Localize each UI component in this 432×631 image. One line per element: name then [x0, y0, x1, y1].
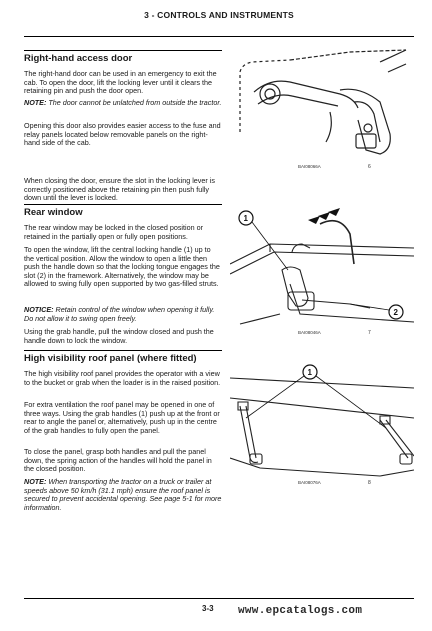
paragraph: Using the grab handle, pull the window closed and push the handle down to lock the window.: [24, 327, 214, 345]
note-label: NOTE:: [24, 477, 47, 486]
notice-label: NOTICE:: [24, 305, 54, 314]
section-rule: [24, 50, 222, 51]
rear-window-illustration: [230, 204, 414, 338]
watermark: www.epcatalogs.com: [238, 605, 363, 617]
notice-text: Retain control of the window when opening it fully. Do not allow it to swing open freely.: [24, 305, 215, 323]
callout-2-label: 2: [393, 308, 398, 317]
figure-number: 7: [368, 330, 371, 336]
figure-code: BAI08066A: [298, 164, 321, 169]
section-heading-door: Right-hand access door: [24, 53, 133, 64]
section-rule: [24, 350, 222, 351]
paragraph: To open the window, lift the central locking handle (1) up to the vertical position. Allow the window to open a little then push the handle down so that the locking tongue engages the slot (2) in the framework. Alternatively, the window may be allowed to swing fully open supported by two gas-filled struts.: [24, 245, 220, 289]
figure-code: BAI08046A: [298, 330, 321, 335]
figure-number: 8: [368, 480, 371, 486]
callout-1-label: 1: [243, 214, 248, 223]
callout-1-label: 1: [307, 368, 312, 377]
note-paragraph: [24, 99, 222, 108]
section-heading-rear-window: Rear window: [24, 207, 83, 218]
note-paragraph: [24, 478, 222, 512]
note-label: NOTE:: [24, 98, 47, 107]
figure-door-lever: [230, 42, 414, 172]
footer-rule: [24, 598, 414, 599]
figure-roof-panel: [230, 358, 414, 488]
header-rule: [24, 36, 414, 37]
paragraph: For extra ventilation the roof panel may be opened in one of three ways. Using the grab handles (1) push up at the front or rear to angle the panel or, alternatively, push up in the centre of the grab handles to fully open the panel.: [24, 400, 220, 435]
figure-code: BAI08076A: [298, 480, 321, 485]
paragraph: The high visibility roof panel provides the operator with a view to the bucket or grab when the loader is in the raised position.: [24, 369, 221, 387]
section-heading-roof: High visibility roof panel (where fitted): [24, 353, 197, 364]
door-lever-illustration: [230, 42, 414, 172]
note-text: The door cannot be unlatched from outside the tractor.: [46, 98, 222, 107]
figure-rear-window: [230, 204, 414, 338]
paragraph: To close the panel, grasp both handles and pull the panel down, the spring action of the handles will hold the panel in the closed position.: [24, 447, 212, 474]
figure-number: 6: [368, 164, 371, 170]
section-rule: [24, 204, 222, 205]
running-header: 3 - CONTROLS AND INSTRUMENTS: [144, 10, 294, 20]
paragraph: When closing the door, ensure the slot in the locking lever is correctly positioned above the retaining pin then push fully down until the lever is locked.: [24, 176, 215, 203]
notice-paragraph: [24, 306, 222, 323]
page-number: 3-3: [202, 604, 214, 613]
paragraph: The right-hand door can be used in an emergency to exit the cab. To open the door, lift the locking lever until it clears the retaining pin and push the door open.: [24, 69, 217, 96]
paragraph: The rear window may be locked in the closed position or retained in the partially open or fully open positions.: [24, 223, 203, 241]
roof-panel-illustration: [230, 358, 414, 488]
note-text: When transporting the tractor on a truck or trailer at speeds above 50 km/h (31.1 mph) ensure the roof panel is secured to prevent accidental opening. See page 5-1 for more information.: [24, 477, 222, 512]
paragraph: Opening this door also provides easier access to the fuse and relay panels located below removable panels on the right-hand side of the cab.: [24, 121, 221, 148]
